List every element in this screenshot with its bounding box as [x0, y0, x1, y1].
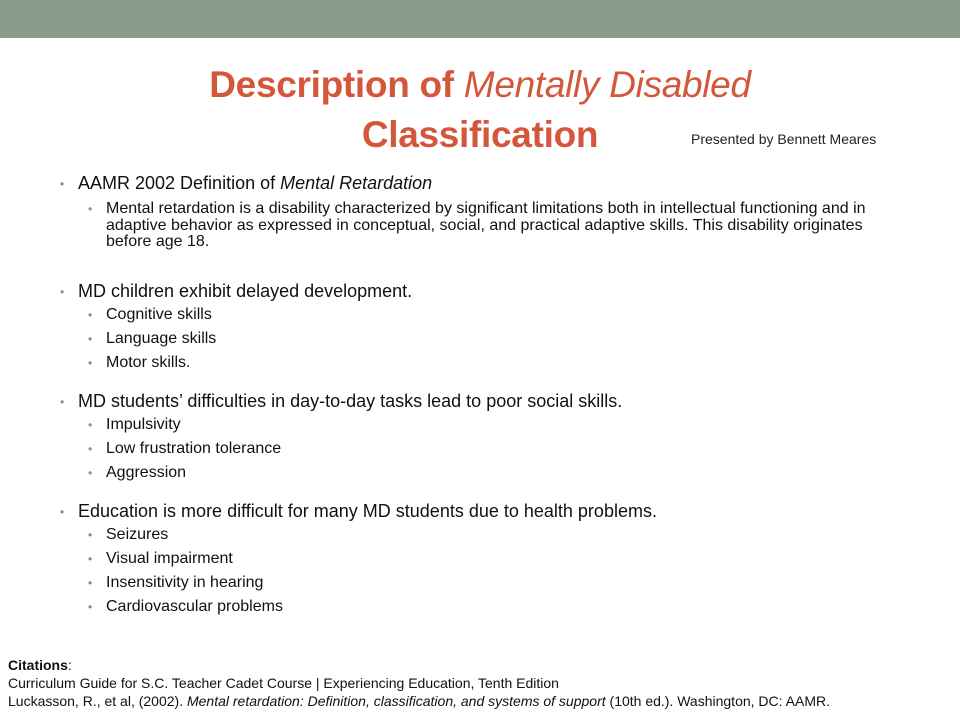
citations-heading-line	[8, 656, 830, 674]
sub-bullet	[88, 351, 930, 375]
bullet-dot-icon: •	[88, 307, 93, 322]
sub-bullet	[88, 327, 930, 351]
sub-bullet-text: Aggression	[106, 463, 187, 481]
bullet-dot-icon: •	[88, 202, 93, 216]
bullet-dot-icon: •	[88, 331, 93, 346]
bullet-dot-icon: •	[60, 504, 65, 519]
bullet-dot-icon: •	[60, 394, 65, 409]
sub-bullet	[88, 547, 930, 571]
presenter-credit: Presented by Bennett Meares	[691, 131, 877, 147]
bullet-dot-icon: •	[60, 177, 65, 191]
sub-bullet	[88, 571, 930, 595]
sub-bullet-text: Cardiovascular problems	[106, 597, 283, 615]
citations-block	[8, 656, 830, 710]
sub-bullet	[88, 437, 930, 461]
bullet-development	[60, 279, 930, 303]
sub-bullet-text: Impulsivity	[106, 415, 181, 433]
title-part-2-italic: Mentally Disabled	[463, 64, 751, 105]
bullet-development-text: MD children exhibit delayed development.	[78, 280, 413, 301]
bullet-dot-icon: •	[88, 575, 93, 590]
title-part-1: Description of	[209, 64, 464, 105]
sub-bullet	[88, 595, 930, 619]
sub-bullet-text: Motor skills.	[106, 353, 191, 371]
sub-bullet-text: Low frustration tolerance	[106, 439, 282, 457]
sub-bullet	[88, 523, 930, 547]
bullet-health	[60, 499, 930, 523]
citations-heading: Citations	[8, 657, 68, 673]
bullet-dot-icon: •	[88, 441, 93, 456]
bullet-dot-icon: •	[60, 284, 65, 299]
citation-line-2	[8, 692, 830, 710]
sub-bullet	[88, 303, 930, 327]
top-accent-bar	[0, 0, 960, 38]
bullet-dot-icon: •	[88, 599, 93, 614]
title-line-1	[0, 60, 960, 110]
title-line-2: Classification	[361, 114, 599, 155]
bullet-health-text: Education is more difficult for many MD students due to health problems.	[78, 500, 657, 521]
slide-body	[60, 171, 930, 619]
sub-bullet-text: Seizures	[106, 525, 169, 543]
bullet-dot-icon: •	[88, 355, 93, 370]
bullet-dot-icon: •	[88, 417, 93, 432]
sub-bullet	[88, 461, 930, 485]
bullet-dot-icon: •	[88, 551, 93, 566]
bullet-social-text: MD students’ difficulties in day-to-day tasks lead to poor social skills.	[78, 390, 623, 411]
citation-line-2-prefix: Luckasson, R., et al, (2002).	[8, 693, 187, 709]
bullet-dot-icon: •	[88, 527, 93, 542]
bullet-aamr-text: AAMR 2002 Definition of	[78, 173, 281, 193]
sub-bullet	[88, 413, 930, 437]
sub-bullet-text: Language skills	[106, 329, 217, 347]
sub-bullet-text: Visual impairment	[106, 549, 233, 567]
bullet-aamr-italic: Mental Retardation	[280, 173, 433, 193]
bullet-dot-icon: •	[88, 465, 93, 480]
citation-line-2-italic: Mental retardation: Definition, classification, and systems of support	[186, 693, 606, 709]
citation-line-1: Curriculum Guide for S.C. Teacher Cadet Course | Experiencing Education, Tenth Edition	[8, 675, 559, 691]
citation-line-2-suffix: (10th ed.). Washington, DC: AAMR.	[605, 693, 830, 709]
bullet-aamr	[60, 171, 930, 195]
bullet-social	[60, 389, 930, 413]
citations-colon: :	[67, 657, 72, 673]
definition-text: Mental retardation is a disability characterized by significant limitations both in intellectual functioning and in adaptive behavior as expressed in conceptual, social, and practical adaptive skills. This disability originates before age 18.	[106, 200, 866, 250]
sub-bullet-definition	[88, 201, 896, 251]
sub-bullet-text: Insensitivity in hearing	[106, 573, 264, 591]
sub-bullet-text: Cognitive skills	[106, 305, 212, 323]
